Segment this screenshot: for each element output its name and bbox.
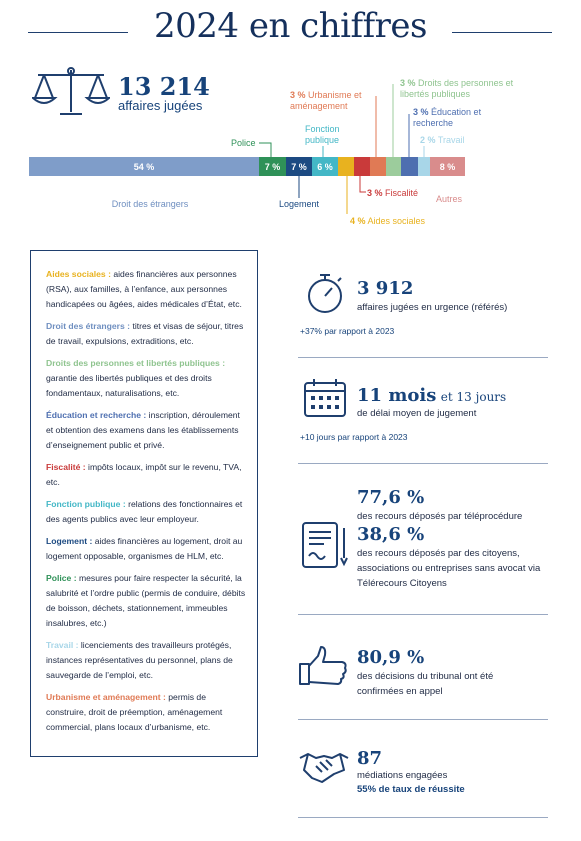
pct-travail: 2 %: [420, 135, 436, 145]
legend-item-urbanisme: [46, 690, 246, 735]
recours-text-2: des recours déposés par des citoyens, associations ou entreprises sans avocat via Télérecours Citoyens: [357, 548, 541, 589]
bar-segment-logement: 7 %: [286, 157, 312, 176]
thumbs-up-icon: [298, 644, 350, 688]
label-logement: Logement: [279, 199, 320, 209]
legend-text-logement: aides financières au logement, droit au logement opposable, organismes de HLM, etc.: [46, 536, 243, 561]
separator-3: [298, 614, 548, 615]
connector-education: [405, 114, 415, 158]
connector-travail: [421, 146, 427, 158]
appel-number: 80,9 %: [357, 647, 425, 668]
bar-segment-droits: [386, 157, 401, 176]
title-rule-left: [28, 32, 128, 33]
legend-text-police: mesures pour faire respecter la sécurité, la salubrité et l’ordre public (permis de conduire, débits de boisson, déchets, stationnement, immeubles insalubres, etc.): [46, 573, 246, 628]
label-education: [413, 107, 503, 129]
legend-title-etrangers: Droit des étrangers :: [46, 321, 131, 331]
legend-item-logement: [46, 534, 246, 564]
bar-segment-fiscalite: [354, 157, 370, 176]
legend-item-aides: [46, 267, 246, 312]
label-fiscalite: [367, 188, 418, 199]
pct-urbanisme: 3 %: [290, 90, 306, 100]
connector-urbanisme: [368, 96, 378, 158]
separator-4: [298, 719, 548, 720]
bar-segment-etrangers: 54 %: [29, 157, 259, 176]
label-etrangers: Droit des étrangers: [111, 199, 189, 209]
legend-title-travail: Travail :: [46, 640, 79, 650]
label-police: Police: [231, 138, 256, 148]
separator-2: [298, 463, 548, 464]
bar-segment-travail: [418, 157, 430, 176]
text-droits: Droits des personnes et libertés publiques: [400, 78, 514, 99]
legend-title-logement: Logement :: [46, 536, 93, 546]
legend-title-fiscalite: Fiscalité :: [46, 462, 86, 472]
urgence-delta: +37% par rapport à 2023: [300, 326, 395, 336]
legend-item-fonction: [46, 497, 246, 527]
legend-item-etrangers: [46, 319, 246, 349]
delai-suffix: et 13 jours: [440, 390, 507, 404]
legend-title-police: Police :: [46, 573, 77, 583]
label-aides: [350, 216, 425, 227]
scales-icon: [32, 66, 110, 120]
legend-title-urbanisme: Urbanisme et aménagement :: [46, 692, 166, 702]
delai-text: de délai moyen de jugement: [357, 408, 477, 419]
label-autres: Autres: [436, 194, 463, 204]
label-travail: [420, 135, 465, 146]
hero-label: affaires jugées: [118, 98, 203, 113]
connector-fiscalite: [357, 176, 367, 196]
connector-droits: [389, 84, 399, 158]
appel-text: des décisions du tribunal ont été confirmées en appel: [357, 671, 494, 697]
title-rule-right: [452, 32, 552, 33]
tablet-icon: [300, 520, 350, 570]
mediation-rate: 55% de taux de réussite: [357, 784, 465, 795]
stopwatch-icon: [302, 270, 348, 316]
legend-text-education: inscription, déroulement et obtention des examens dans les établissements d’enseignement public et privé.: [46, 410, 240, 450]
label-droits: [400, 78, 530, 100]
text-education: Éducation et recherche: [413, 107, 482, 128]
calendar-icon: [302, 377, 348, 419]
legend-title-droits: Droits des personnes et libertés publiques :: [46, 358, 226, 368]
bar-segment-aides: [338, 157, 354, 176]
legend-text-travail: licenciements des travailleurs protégés, instances représentatives du personnel, plans de sauvegarde de l’emploi, etc.: [46, 640, 233, 680]
separator-5: [298, 817, 548, 818]
handshake-icon: [298, 748, 350, 788]
urgence-text: affaires jugées en urgence (référés): [357, 302, 508, 313]
connector-fonction: [320, 146, 326, 158]
delai-number: 11 mois: [357, 385, 437, 406]
delai-delta: +10 jours par rapport à 2023: [300, 432, 408, 442]
hero-number: 13 214: [118, 72, 210, 101]
delai-headline: [357, 385, 506, 406]
pct-fiscalite: 3 %: [367, 188, 383, 198]
bar-segment-fonction: 6 %: [312, 157, 338, 176]
legend-item-travail: [46, 638, 246, 683]
bar-segment-autres: 8 %: [430, 157, 465, 176]
legend-text-fonction: relations des fonctionnaires et des agents publics avec leur employeur.: [46, 499, 243, 524]
bar-segment-education: [401, 157, 418, 176]
legend-item-education: [46, 408, 246, 453]
legend-text-droits: garantie des libertés publiques et des droits fondamentaux, naturalisations, etc.: [46, 373, 212, 398]
pct-education: 3 %: [413, 107, 429, 117]
label-urbanisme: [290, 90, 380, 112]
pct-droits: 3 %: [400, 78, 416, 88]
separator-1: [298, 357, 548, 358]
legend-title-aides: Aides sociales :: [46, 269, 111, 279]
text-aides: Aides sociales: [367, 216, 426, 226]
legend-text-urbanisme: permis de construire, droit de préemption, aménagement commercial, plans locaux d’urbanisme, etc.: [46, 692, 223, 732]
bar-segment-urbanisme: [370, 157, 386, 176]
connector-aides: [344, 176, 352, 216]
recours-number-2: 38,6 %: [357, 524, 425, 545]
legend-item-fiscalite: [46, 460, 246, 490]
recours-text-1: des recours déposés par téléprocédure: [357, 511, 523, 522]
text-fiscalite: Fiscalité: [385, 188, 419, 198]
pct-aides: 4 %: [350, 216, 366, 226]
text-travail: Travail: [437, 135, 465, 145]
connector-logement: [296, 176, 302, 198]
recours-number-1: 77,6 %: [357, 487, 425, 508]
legend-item-droits: [46, 356, 246, 401]
mediation-number: 87: [357, 748, 383, 769]
legend-text-aides: aides financières aux personnes (RSA), aux familles, à l’enfance, aux personnes handicapées ou âgées, aides médicales d’État, etc.: [46, 269, 242, 309]
page-title: 2024 en chiffres: [154, 6, 427, 46]
text-urbanisme: Urbanisme et aménagement: [290, 90, 362, 111]
legend-text-etrangers: titres et visas de séjour, titres de travail, expulsions, extraditions, etc.: [46, 321, 244, 346]
bar-segment-police: 7 %: [259, 157, 286, 176]
connector-police: [258, 140, 276, 160]
label-fonction: Fonction publique: [305, 124, 340, 145]
urgence-number: 3 912: [357, 278, 414, 299]
legend-title-education: Éducation et recherche :: [46, 410, 147, 420]
legend-title-fonction: Fonction publique :: [46, 499, 126, 509]
legend-text-fiscalite: impôts locaux, impôt sur le revenu, TVA, etc.: [46, 462, 242, 487]
legend-item-police: [46, 571, 246, 631]
legend-box: [30, 250, 258, 757]
mediation-text: médiations engagées: [357, 770, 448, 781]
